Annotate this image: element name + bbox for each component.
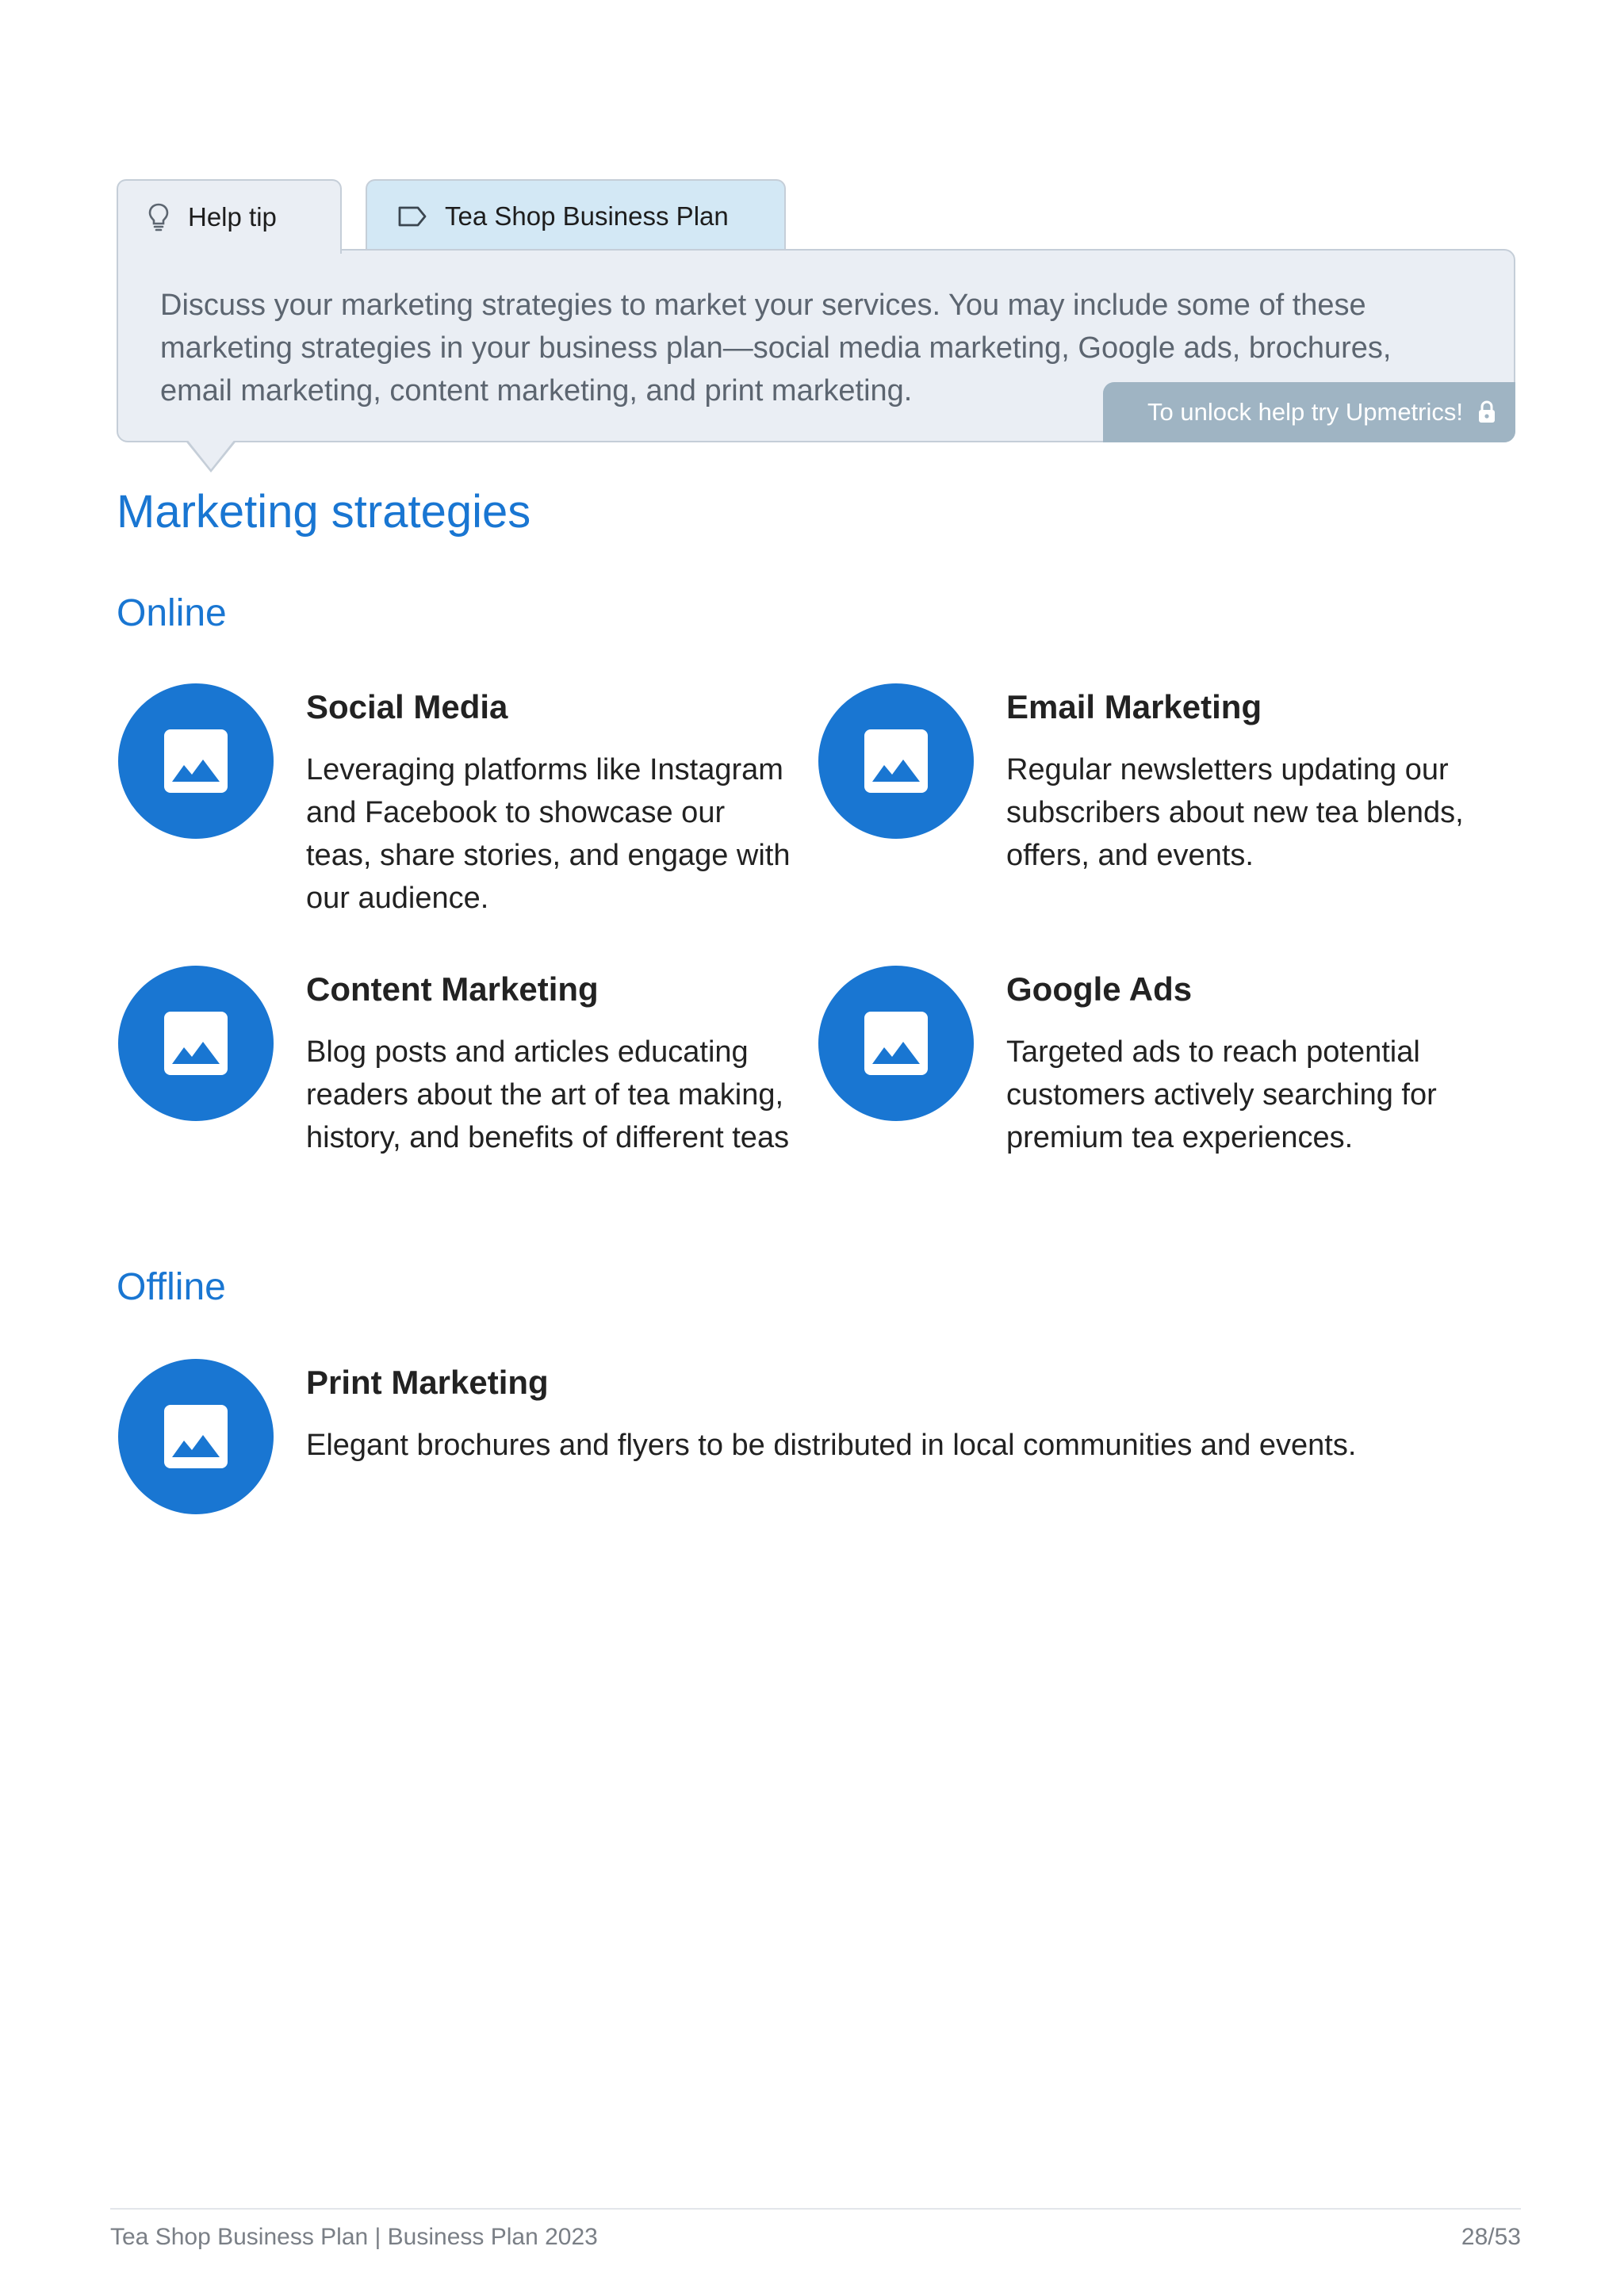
tab-business-plan[interactable] <box>366 179 786 252</box>
strategy-title: Print Marketing <box>306 1364 549 1401</box>
image-placeholder-icon <box>118 1359 274 1514</box>
tab-business-plan-label: Tea Shop Business Plan <box>445 201 729 231</box>
strategy-description: Leveraging platforms like Instagram and Facebook to showcase our teas, share stories, and engage with our audience. <box>306 753 791 915</box>
lightbulb-icon <box>147 202 170 232</box>
image-placeholder-icon <box>118 683 274 839</box>
help-tip-panel <box>117 249 1515 442</box>
strategy-description: Blog posts and articles educating readers about the art of tea making, history, and benefits of different teas <box>306 1035 790 1154</box>
footer-divider <box>110 2208 1521 2210</box>
offline-heading: Offline <box>117 1266 226 1308</box>
help-tip-pointer-fill <box>186 438 236 469</box>
image-placeholder-icon <box>118 966 274 1121</box>
strategy-title: Email Marketing <box>1006 688 1262 725</box>
unlock-help-button[interactable] <box>1103 382 1515 442</box>
footer-page-number: 28/53 <box>1461 2224 1521 2250</box>
online-heading: Online <box>117 592 227 634</box>
strategy-description: Elegant brochures and flyers to be distributed in local communities and events. <box>306 1429 1357 1462</box>
footer-document-title: Tea Shop Business Plan | Business Plan 2023 <box>110 2224 598 2250</box>
help-tip-text: Discuss your marketing strategies to market your services. You may include some of these marketing strategies in your business plan—social media marketing, Google ads, brochures, email marketing, content marketing, and print marketing. <box>160 289 1392 408</box>
tab-help-tip[interactable] <box>117 179 342 254</box>
lock-icon <box>1477 400 1496 424</box>
strategy-title: Content Marketing <box>306 970 599 1008</box>
image-placeholder-icon <box>818 683 974 839</box>
strategy-description: Regular newsletters updating our subscribers about new tea blends, offers, and events. <box>1006 753 1464 872</box>
tab-help-tip-label: Help tip <box>188 202 277 232</box>
section-title: Marketing strategies <box>117 486 531 538</box>
image-placeholder-icon <box>818 966 974 1121</box>
strategy-description: Targeted ads to reach potential customers actively searching for premium tea experiences. <box>1006 1035 1437 1154</box>
strategy-title: Google Ads <box>1006 970 1193 1008</box>
tag-icon <box>397 205 427 228</box>
strategy-title: Social Media <box>306 688 508 725</box>
unlock-help-label: To unlock help try Upmetrics! <box>1147 398 1463 426</box>
